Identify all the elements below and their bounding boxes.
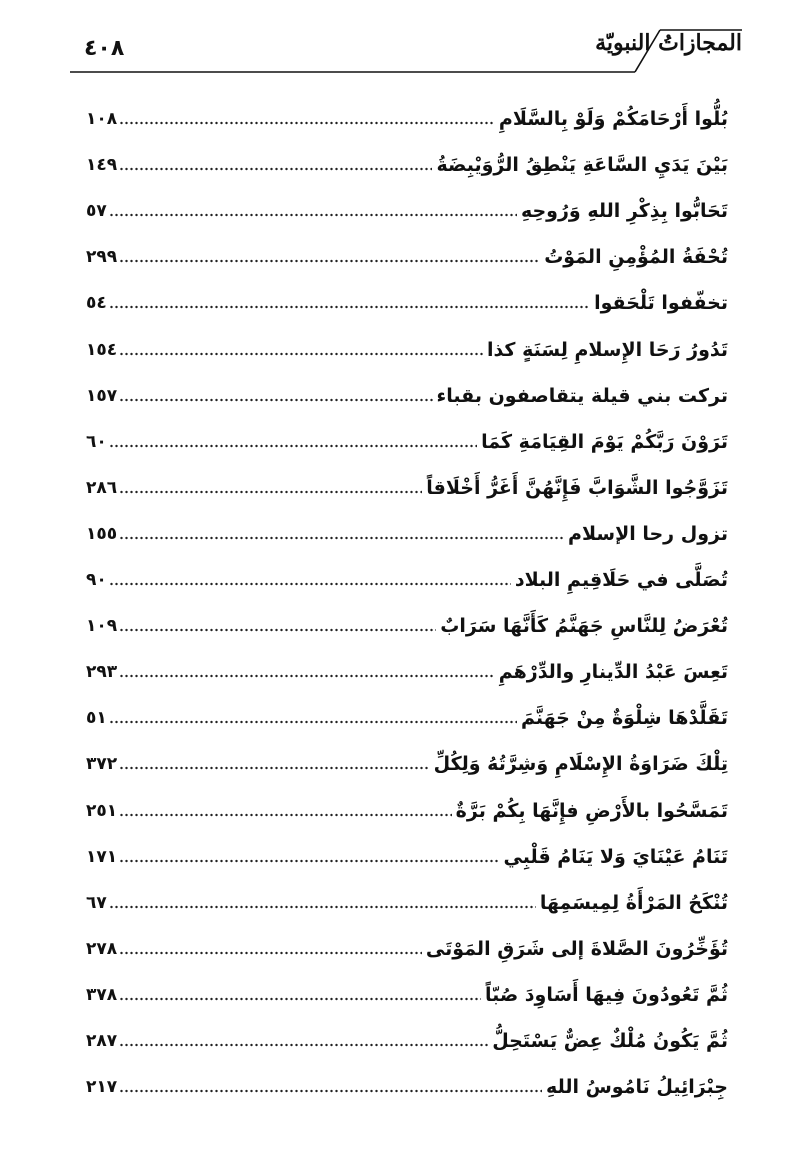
- entry-page-number: ١٥٥: [86, 523, 118, 544]
- entry-page-number: ٣٧٢: [86, 754, 118, 775]
- entry-text: تُعْرَضُ لِلنَّاسِ جَهَنَّمُ كَأَنَّهَا سَرَابٌ: [440, 615, 728, 638]
- list-item: [86, 180, 728, 226]
- entry-text: جِبْرَائِيلُ نَامُوسُ اللهِ: [546, 1076, 728, 1099]
- list-item: [86, 411, 728, 457]
- list-item: [86, 226, 728, 272]
- dot-leader: [119, 812, 452, 818]
- entry-page-number: ١٧١: [86, 846, 118, 867]
- running-header: [70, 22, 742, 74]
- list-item: [86, 457, 728, 503]
- list-item: [86, 318, 728, 364]
- entry-page-number: ١٥٤: [86, 339, 118, 360]
- dot-leader: [119, 166, 432, 172]
- dot-leader: [119, 258, 540, 264]
- dot-leader: [119, 535, 564, 541]
- entry-page-number: ٣٧٨: [86, 984, 118, 1005]
- list-item: [86, 733, 728, 779]
- dot-leader: [119, 627, 436, 633]
- dot-leader: [119, 351, 483, 357]
- entry-text: تزول رحا الإسلام: [568, 522, 728, 545]
- entry-text: تِلْكَ ضَرَاوَةُ الإِسْلَامِ وَشِرَّتُهُ وَلِكُلِّ: [433, 753, 728, 776]
- dot-leader: [109, 904, 536, 910]
- entry-page-number: ٢٧٨: [86, 938, 118, 959]
- entry-page-number: ٥٧: [86, 201, 107, 222]
- list-item: [86, 641, 728, 687]
- list-item: [86, 1056, 728, 1102]
- list-item: [86, 503, 728, 549]
- book-title: المجازاتُ النبويّة: [595, 30, 742, 56]
- list-item: [86, 549, 728, 595]
- dot-leader: [119, 397, 432, 403]
- entry-page-number: ٢٨٧: [86, 1030, 118, 1051]
- dot-leader: [119, 673, 495, 679]
- entry-text: تُحْفَةُ المُؤْمِنِ المَوْتُ: [544, 246, 728, 269]
- entry-page-number: ٥٤: [86, 293, 107, 314]
- entry-page-number: ١٠٨: [86, 109, 118, 130]
- dot-leader: [119, 996, 481, 1002]
- entry-page-number: ٢٩٣: [86, 662, 118, 683]
- entry-page-number: ٦٧: [86, 892, 107, 913]
- entry-text: بَيْنَ يَدَيِ السَّاعَةِ يَنْطِقُ الرُّوَيْبِضَةُ: [436, 154, 728, 177]
- dot-leader: [109, 212, 517, 218]
- list-item: [86, 88, 728, 134]
- index-list: [86, 88, 728, 1102]
- dot-leader: [109, 719, 517, 725]
- entry-text: تُصَلَّى في حَلَاقِيمِ البلاد: [514, 569, 728, 592]
- entry-page-number: ٢٥١: [86, 800, 118, 821]
- dot-leader: [119, 120, 495, 126]
- entry-text: تَعِسَ عَبْدُ الدِّينارِ والدِّرْهَمِ: [498, 661, 728, 684]
- entry-text: تَزَوَّجُوا الشَّوَابَّ فَإِنَّهُنَّ أَغَرُّ أَخْلَاقاً: [426, 476, 728, 499]
- list-item: [86, 687, 728, 733]
- entry-text: تَرَوْنَ رَبَّكُمْ يَوْمَ القِيَامَةِ كَمَا: [481, 430, 728, 453]
- entry-page-number: ٢١٧: [86, 1077, 118, 1098]
- entry-page-number: ١٥٧: [86, 385, 118, 406]
- list-item: [86, 272, 728, 318]
- entry-page-number: ٢٩٩: [86, 247, 118, 268]
- dot-leader: [119, 1042, 488, 1048]
- dot-leader: [119, 858, 499, 864]
- entry-page-number: ٢٨٦: [86, 477, 118, 498]
- dot-leader: [119, 489, 422, 495]
- entry-text: تركت بني قيلة يتقاصفون بقباء: [436, 384, 728, 407]
- dot-leader: [109, 581, 511, 587]
- entry-page-number: ٩٠: [86, 570, 107, 591]
- entry-text: تَحَابُّوا بِذِكْرِ اللهِ وَرُوحِهِ: [520, 200, 728, 223]
- entry-page-number: ٥١: [86, 708, 107, 729]
- entry-page-number: ٦٠: [86, 431, 107, 452]
- list-item: [86, 1010, 728, 1056]
- list-item: [86, 595, 728, 641]
- entry-text: تَدُورُ رَحَا الإِسلامِ لِسَنَةٍ كذا: [486, 338, 728, 361]
- list-item: [86, 826, 728, 872]
- entry-text: تَقَلَّدْهَا شِلْوَةٌ مِنْ جَهَنَّمَ: [520, 707, 728, 730]
- entry-text: تَمَسَّحُوا بالأَرْضِ فإِنَّهَا بِكُمْ بَرَّةٌ: [455, 799, 728, 822]
- list-item: [86, 779, 728, 825]
- list-item: [86, 872, 728, 918]
- entry-text: ثُمَّ تَعُودُونَ فِيهَا أَسَاوِدَ صُبّاً: [484, 983, 728, 1006]
- dot-leader: [109, 304, 590, 310]
- entry-text: ثُمَّ يَكُونُ مُلْكٌ عِضٌّ يَسْتَحِلُّ: [492, 1029, 728, 1052]
- entry-text: تخفّفوا تَلْحَقوا: [594, 292, 728, 315]
- list-item: [86, 365, 728, 411]
- entry-text: بُلُّوا أَرْحَامَكُمْ وَلَوْ بِالسَّلَامِ: [498, 108, 728, 131]
- dot-leader: [119, 765, 429, 771]
- entry-page-number: ١٠٩: [86, 616, 118, 637]
- dot-leader: [109, 443, 477, 449]
- entry-page-number: ١٤٩: [86, 155, 118, 176]
- list-item: [86, 918, 728, 964]
- entry-text: تُنْكَحُ المَرْأَةُ لِمِيسَمِهَا: [539, 891, 728, 914]
- list-item: [86, 134, 728, 180]
- list-item: [86, 964, 728, 1010]
- dot-leader: [119, 1088, 542, 1094]
- entry-text: تُؤَخِّرُونَ الصَّلاةَ إلى شَرَقِ المَوْتَى: [425, 937, 728, 960]
- dot-leader: [119, 950, 422, 956]
- entry-text: تَنَامُ عَيْنَايَ وَلا يَنَامُ قَلْبِي: [503, 845, 728, 868]
- page-number: ٤٠٨: [84, 36, 125, 61]
